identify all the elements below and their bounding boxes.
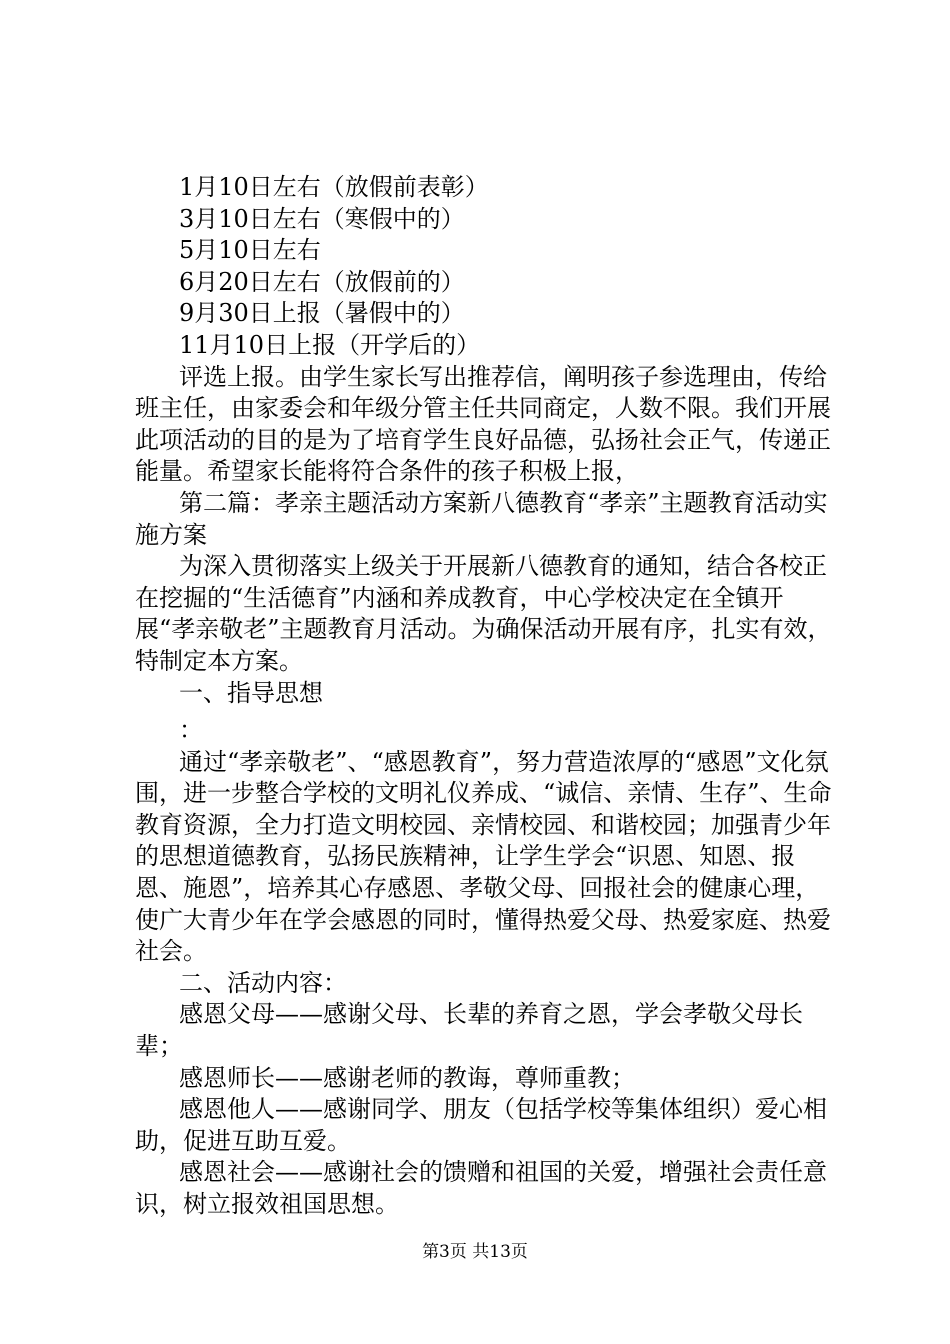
schedule-line-3: 5月10日左右 — [179, 236, 321, 265]
section-title-paragraph: 第二篇：孝亲主题活动方案新八德教育“孝亲”主题教育活动实施方案 — [135, 488, 828, 549]
gratitude-parents-paragraph: 感恩父母——感谢父母、长辈的养育之恩，学会孝敬父母长辈； — [135, 1000, 803, 1061]
colon-line: ： — [179, 716, 203, 745]
heading-activity-content: 二、活动内容： — [179, 968, 347, 997]
schedule-line-2: 3月10日左右（寒假中的） — [179, 204, 465, 233]
schedule-line-5: 9月30日上报（暑假中的） — [179, 299, 465, 328]
schedule-line-4: 6月20日左右（放假前的） — [179, 267, 465, 296]
heading-guiding-thought: 一、指导思想 — [179, 678, 323, 707]
gratitude-teachers-paragraph: 感恩师长——感谢老师的教诲，尊师重教； — [179, 1063, 635, 1092]
intro-paragraph: 为深入贯彻落实上级关于开展新八德教育的通知，结合各校正在挖掘的“生活德育”内涵和养成教育，中心学校决定在全镇开展“孝亲敬老”主题教育月活动。为确保活动开展有序，扎实有效，特制定本方案。 — [135, 552, 832, 675]
gratitude-society-paragraph: 感恩社会——感谢社会的馈赠和祖国的关爱，增强社会责任意识，树立报效祖国思想。 — [135, 1158, 827, 1218]
selection-paragraph: 评选上报。由学生家长写出推荐信，阐明孩子参选理由，传给班主任，由家委会和年级分管主任共同商定，人数不限。我们开展此项活动的目的是为了培育学生良好品德，弘扬社会正气，传递正能量。希望家长能将符合条件的孩子积极上报， — [135, 362, 831, 486]
page-number-footer: 第3页 共13页 — [422, 1242, 528, 1262]
schedule-line-1: 1月10日左右（放假前表彰） — [179, 173, 489, 201]
guiding-thought-paragraph: 通过“孝亲敬老”、“感恩教育”，努力营造浓厚的“感恩”文化氛围，进一步整合学校的文明礼仪养成、“诚信、亲情、生存”、生命教育资源，全力打造文明校园、亲情校园、和谐校园；加强青少年的思想道德教育，弘扬民族精神，让学生学会“识恩、知恩、报恩、施恩”，培养其心存感恩、孝敬父母、回报社会的健康心理，使广大青少年在学会感恩的同时，懂得热爱父母、热爱家庭、热爱社会。 — [135, 747, 832, 966]
document-body — [135, 172, 835, 1221]
gratitude-others-paragraph: 感恩他人——感谢同学、朋友（包括学校等集体组织）爱心相助，促进互助互爱。 — [135, 1095, 827, 1155]
schedule-line-6: 11月10日上报（开学后的） — [179, 330, 481, 359]
